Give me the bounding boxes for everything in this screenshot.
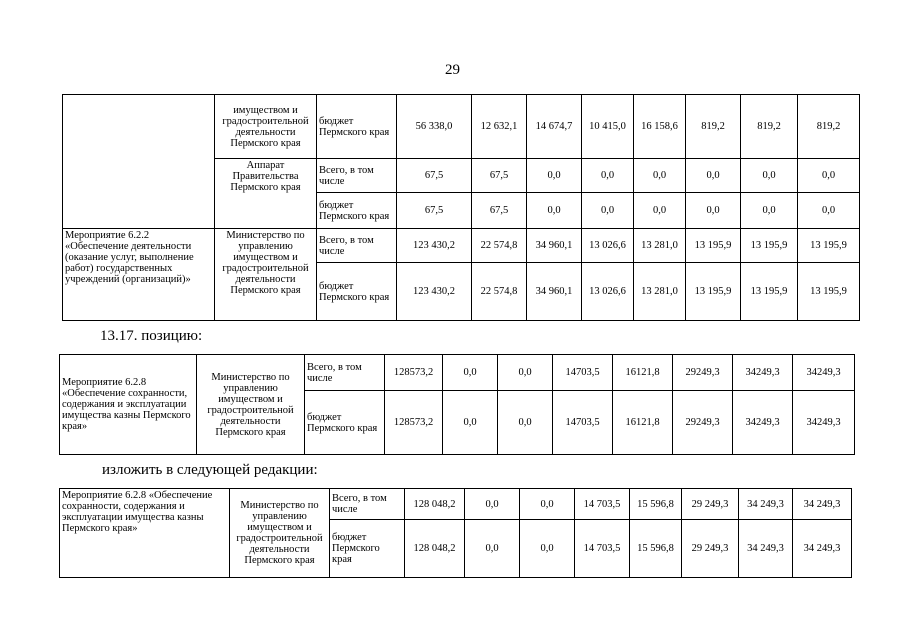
value-cell: 14 674,7 [527, 95, 582, 159]
source-cell: Всего, в том числе [317, 159, 397, 193]
value-cell: 34 249,3 [793, 520, 852, 578]
value-cell: 34 249,3 [739, 489, 793, 520]
executor-cell: Министерство по управлению имуществом и градостроительной деятельности Пермского края [215, 229, 317, 321]
budget-table-continued [62, 94, 860, 321]
source-cell: Всего, в том числе [305, 355, 385, 391]
value-cell: 34 960,1 [527, 263, 582, 321]
value-cell: 13 195,9 [798, 263, 860, 321]
value-cell: 22 574,8 [472, 229, 527, 263]
value-cell: 0,0 [443, 391, 498, 455]
value-cell: 819,2 [798, 95, 860, 159]
value-cell: 56 338,0 [397, 95, 472, 159]
measure-cell [63, 95, 215, 229]
executor-cell: Министерство по управлению имуществом и градостроительной деятельности Пермского края [230, 489, 330, 578]
value-cell: 819,2 [741, 95, 798, 159]
value-cell: 0,0 [443, 355, 498, 391]
table-row [63, 95, 860, 159]
source-cell: бюджет Пермского края [305, 391, 385, 455]
value-cell: 12 632,1 [472, 95, 527, 159]
executor-cell: Министерство по управлению имуществом и градостроительной деятельности Пермского края [197, 355, 305, 455]
value-cell: 13 026,6 [582, 229, 634, 263]
value-cell: 0,0 [465, 489, 520, 520]
value-cell: 34249,3 [793, 355, 855, 391]
value-cell: 67,5 [397, 159, 472, 193]
value-cell: 0,0 [520, 520, 575, 578]
value-cell: 67,5 [397, 193, 472, 229]
value-cell: 22 574,8 [472, 263, 527, 321]
value-cell: 29 249,3 [682, 520, 739, 578]
value-cell: 13 195,9 [686, 263, 741, 321]
measure-cell: Мероприятие 6.2.8 «Обеспечение сохранности, содержания и эксплуатации имущества казны Пермского края» [60, 355, 197, 455]
value-cell: 14 703,5 [575, 489, 630, 520]
value-cell: 0,0 [798, 159, 860, 193]
section-heading: изложить в следующей редакции: [102, 462, 318, 478]
value-cell: 123 430,2 [397, 263, 472, 321]
value-cell: 29249,3 [673, 355, 733, 391]
measure-cell: Мероприятие 6.2.8 «Обеспечение сохранности, содержания и эксплуатации имущества казны Пермского края» [60, 489, 230, 578]
source-cell: бюджет Пермского края [317, 95, 397, 159]
value-cell: 29249,3 [673, 391, 733, 455]
source-cell: бюджет Пермского края [330, 520, 405, 578]
value-cell: 0,0 [498, 355, 553, 391]
source-cell: бюджет Пермского края [317, 193, 397, 229]
value-cell: 819,2 [686, 95, 741, 159]
value-cell: 128 048,2 [405, 489, 465, 520]
value-cell: 123 430,2 [397, 229, 472, 263]
source-cell: Всего, в том числе [317, 229, 397, 263]
value-cell: 16121,8 [613, 355, 673, 391]
value-cell: 13 026,6 [582, 263, 634, 321]
value-cell: 13 195,9 [798, 229, 860, 263]
value-cell: 29 249,3 [682, 489, 739, 520]
value-cell: 15 596,8 [630, 489, 682, 520]
old-position-table [59, 354, 855, 455]
measure-cell: Мероприятие 6.2.2 «Обеспечение деятельности (оказание услуг, выполнение работ) государственных учреждений (организаций)» [63, 229, 215, 321]
value-cell: 0,0 [741, 193, 798, 229]
value-cell: 128 048,2 [405, 520, 465, 578]
value-cell: 14703,5 [553, 355, 613, 391]
value-cell: 10 415,0 [582, 95, 634, 159]
value-cell: 0,0 [527, 193, 582, 229]
value-cell: 0,0 [582, 159, 634, 193]
value-cell: 128573,2 [385, 355, 443, 391]
page-number: 29 [445, 62, 460, 78]
value-cell: 34249,3 [733, 355, 793, 391]
value-cell: 13 195,9 [741, 263, 798, 321]
value-cell: 13 195,9 [686, 229, 741, 263]
value-cell: 0,0 [465, 520, 520, 578]
value-cell: 14703,5 [553, 391, 613, 455]
table-row [63, 229, 860, 263]
value-cell: 34249,3 [793, 391, 855, 455]
value-cell: 13 195,9 [741, 229, 798, 263]
value-cell: 16121,8 [613, 391, 673, 455]
value-cell: 0,0 [741, 159, 798, 193]
value-cell: 128573,2 [385, 391, 443, 455]
value-cell: 13 281,0 [634, 229, 686, 263]
value-cell: 34 960,1 [527, 229, 582, 263]
executor-cell: имуществом и градостроительной деятельности Пермского края [215, 95, 317, 159]
value-cell: 0,0 [634, 193, 686, 229]
new-position-table [59, 488, 852, 578]
value-cell: 15 596,8 [630, 520, 682, 578]
value-cell: 0,0 [686, 159, 741, 193]
source-cell: бюджет Пермского края [317, 263, 397, 321]
value-cell: 0,0 [527, 159, 582, 193]
value-cell: 0,0 [686, 193, 741, 229]
value-cell: 14 703,5 [575, 520, 630, 578]
value-cell: 67,5 [472, 159, 527, 193]
value-cell: 34 249,3 [793, 489, 852, 520]
table-row [60, 355, 855, 391]
executor-cell: Аппарат Правительства Пермского края [215, 159, 317, 229]
value-cell: 0,0 [582, 193, 634, 229]
value-cell: 0,0 [798, 193, 860, 229]
value-cell: 13 281,0 [634, 263, 686, 321]
value-cell: 16 158,6 [634, 95, 686, 159]
value-cell: 34 249,3 [739, 520, 793, 578]
section-heading: 13.17. позицию: [100, 328, 203, 344]
value-cell: 0,0 [634, 159, 686, 193]
value-cell: 34249,3 [733, 391, 793, 455]
value-cell: 0,0 [498, 391, 553, 455]
source-cell: Всего, в том числе [330, 489, 405, 520]
table-row [60, 489, 852, 520]
value-cell: 67,5 [472, 193, 527, 229]
value-cell: 0,0 [520, 489, 575, 520]
